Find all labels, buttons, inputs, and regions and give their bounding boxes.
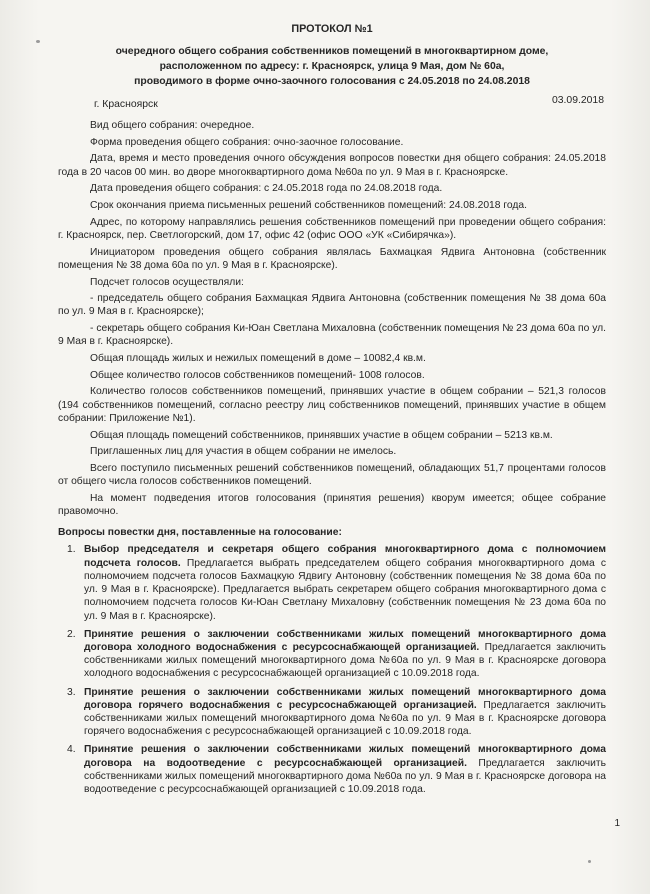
paragraph: - председатель общего собрания Бахмацкая Ядвига Антоновна (собственник помещения № 38 дома 60а по ул. 9 Мая в г. Красноярске); bbox=[58, 293, 606, 318]
subtitle-line-3: проводимого в форме очно-заочного голосования с 24.05.2018 по 24.08.2018 bbox=[134, 76, 530, 87]
paragraph: - секретарь общего собрания Ки-Юан Светлана Михаловна (собственник помещения № 23 дома 60а по ул. 9 Мая в г. Красноярске). bbox=[58, 323, 606, 348]
document-header bbox=[58, 22, 606, 89]
paragraph: Адрес, по которому направлялись решения собственников помещений при проведении общего собрания: г. Красноярск, пер. Светлогорский, дом 17, офис 42 (офис ООО «УК «Сибирячка»). bbox=[58, 216, 606, 241]
agenda-list bbox=[58, 543, 606, 796]
place-date-row bbox=[58, 95, 606, 111]
paragraph: Форма проведения общего собрания: очно-заочное голосование. bbox=[90, 136, 404, 148]
document-body bbox=[58, 119, 606, 796]
paragraph: Всего поступило письменных решений собственников помещений, обладающих 51,7 процентами голосов от общего числа голосов собственников помещений. bbox=[58, 462, 606, 488]
agenda-item-text: Предлагается заключить собственниками жилых помещений многоквартирного дома №60а по ул. 9 Мая в г. Красноярске договора на водоотведение с ресурсоснабжающей организацией с 10.09.2018 года. bbox=[84, 757, 607, 795]
agenda-item-number: 1. bbox=[67, 544, 76, 556]
agenda-item bbox=[67, 743, 607, 796]
agenda-item-heading: Принятие решения о заключении собственниками жилых помещений многоквартирного дома договора холодного водоснабжения с ресурсоснабжающей организацией. bbox=[84, 628, 606, 653]
paragraph: Подсчет голосов осуществляли: bbox=[90, 276, 244, 288]
agenda-item-text: Предлагается выбрать председателем общего собрания многоквартирного дома с полномочием подсчета голосов Бахмацкую Ядвигу Антоновну (собственник помещения № 38 дома 60а по ул. 9 Мая в г. Красноярске). Предлагается выбрать секретарем общего собрания многоквартирного дома с полномочием подсчета голосов Ки-Юан Светлану Михаловну (собственник помещения № 23 дома 60а по ул. 9 Мая в г. Красноярске). bbox=[84, 557, 606, 622]
scan-speck bbox=[36, 40, 40, 43]
agenda-item-heading: Принятие решения о заключении собственниками жилых помещений многоквартирного дома договора на водоотведение с ресурсоснабжающей организацией. bbox=[84, 744, 606, 769]
agenda-item-text: Предлагается заключить собственниками жилых помещений многоквартирного дома №60а по ул. 9 Мая в г. Красноярске договора горячего водоснабжения с ресурсоснабжающей организацией с 10.09.2018 года. bbox=[84, 699, 607, 738]
agenda-item bbox=[67, 686, 607, 739]
subtitle-line-1: очередного общего собрания собственников помещений в многоквартирном доме, bbox=[115, 46, 549, 57]
paragraph: Дата проведения общего собрания: с 24.05.2018 года по 24.08.2018 года. bbox=[90, 183, 443, 195]
paragraph: Срок окончания приема письменных решений собственников помещений: 24.08.2018 года. bbox=[90, 200, 527, 212]
subtitle-line-2: расположенном по адресу: г. Красноярск, улица 9 Мая, дом № 60а, bbox=[159, 61, 505, 72]
agenda-item bbox=[67, 628, 607, 681]
agenda-item-text: Предлагается заключить собственниками жилых помещений многоквартирного дома №60а по ул. 9 Мая в г. Красноярске договора холодного водоснабжения с ресурсоснабжающей организацией с 10.09.2018 года. bbox=[84, 641, 607, 680]
scan-speck bbox=[588, 860, 591, 863]
agenda-item-number: 2. bbox=[67, 628, 76, 640]
place: г. Красноярск bbox=[94, 99, 158, 110]
paragraph: Общее количество голосов собственников помещений- 1008 голосов. bbox=[90, 369, 425, 381]
agenda-item-number: 3. bbox=[67, 686, 76, 698]
paragraph: Вид общего собрания: очередное. bbox=[90, 120, 255, 131]
document-title: ПРОТОКОЛ №1 bbox=[291, 23, 373, 35]
agenda-item-heading: Принятие решения о заключении собственниками жилых помещений многоквартирного дома договора горячего водоснабжения с ресурсоснабжающей организацией. bbox=[84, 686, 606, 711]
agenda-item-heading: Выбор председателя и секретаря общего собрания многоквартирного дома с полномочием подсчета голосов. bbox=[84, 544, 606, 569]
page-number: 1 bbox=[614, 818, 620, 829]
paragraph: Приглашенных лиц для участия в общем собрании не имелось. bbox=[90, 446, 397, 458]
paragraph: Общая площадь помещений собственников, принявших участие в общем собрании – 5213 кв.м. bbox=[90, 429, 553, 441]
agenda-item bbox=[67, 543, 606, 622]
paragraph: На момент подведения итогов голосования (принятия решения) кворум имеется; общее собрание правомочно. bbox=[58, 492, 606, 518]
document-date: 03.09.2018 bbox=[551, 95, 604, 106]
paragraph: Дата, время и место проведения очного обсуждения вопросов повестки дня общего собрания: 24.05.2018 года в 20 часов 00 мин. во дворе многоквартирного дома №60а по ул. 9 Мая в г. Красноярске. bbox=[58, 153, 606, 178]
agenda-item-number: 4. bbox=[67, 744, 76, 756]
paragraph: Количество голосов собственников помещений, принявших участие в общем собрании – 521,3 голосов (194 собственников помещений, согласно реестру лиц собственников помещений, принявших участие в общем собрании: Приложение №1). bbox=[58, 386, 606, 424]
paragraph: Инициатором проведения общего собрания являлась Бахмацкая Ядвига Антоновна (собственник помещения № 38 дома 60а по ул. 9 Мая в г. Красноярске). bbox=[58, 246, 606, 271]
agenda-title: Вопросы повестки дня, поставленные на голосование: bbox=[58, 527, 342, 539]
paragraph: Общая площадь жилых и нежилых помещений в доме – 10082,4 кв.м. bbox=[90, 353, 426, 365]
